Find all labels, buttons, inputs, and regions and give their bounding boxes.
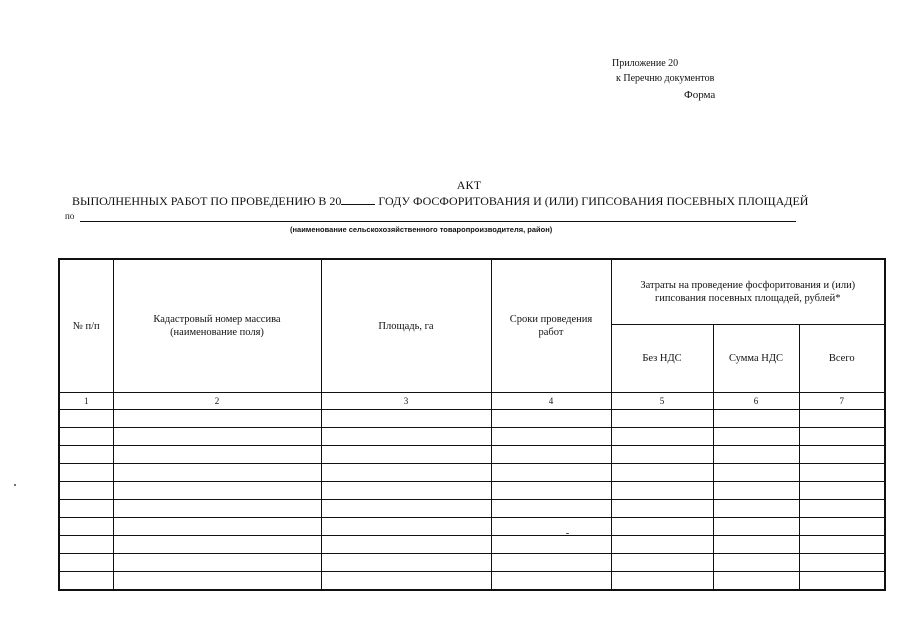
table-cell — [799, 410, 885, 428]
table-cell — [799, 428, 885, 446]
table-cell — [59, 446, 113, 464]
table-cell — [491, 536, 611, 554]
header-row-1 — [59, 259, 885, 325]
table-cell — [611, 446, 713, 464]
table-cell — [611, 428, 713, 446]
form-label: Форма — [684, 89, 716, 101]
table-cell — [59, 518, 113, 536]
table-cell — [59, 554, 113, 572]
header-col-cadastral — [113, 259, 321, 393]
subtitle-suffix: ГОДУ ФОСФОРИТОВАНИЯ И (ИЛИ) ГИПСОВАНИЯ ПОСЕВНЫХ ПЛОЩАДЕЙ — [375, 194, 809, 208]
table-cell — [321, 482, 491, 500]
document-title: АКТ — [456, 178, 482, 192]
table-cell — [713, 428, 799, 446]
header-col-vat: Сумма НДС — [713, 325, 799, 393]
header-costs-line1: Затраты на проведение фосфоритования и (или) — [640, 280, 856, 292]
table-row — [59, 410, 885, 428]
table-cell — [59, 428, 113, 446]
table-cell — [713, 446, 799, 464]
table-cell — [491, 464, 611, 482]
table-cell — [611, 482, 713, 500]
table-cell — [799, 482, 885, 500]
table-cell — [611, 536, 713, 554]
table-cell — [611, 554, 713, 572]
table-cell — [713, 464, 799, 482]
table-cell — [491, 446, 611, 464]
table-cell — [321, 500, 491, 518]
header-col-area: Площадь, га — [321, 259, 491, 393]
table-cell — [321, 536, 491, 554]
table-cell — [713, 500, 799, 518]
by-label: по — [65, 211, 75, 221]
table-cell — [321, 518, 491, 536]
column-number: 7 — [799, 393, 885, 410]
header-col-number: № п/п — [59, 259, 113, 393]
header-costs-group — [611, 259, 885, 325]
table-cell — [611, 464, 713, 482]
table-row — [59, 428, 885, 446]
table-cell — [713, 536, 799, 554]
table-row — [59, 572, 885, 591]
table-cell — [713, 482, 799, 500]
scan-speck — [566, 533, 569, 534]
table-cell — [113, 446, 321, 464]
table-cell — [713, 410, 799, 428]
table-cell — [113, 518, 321, 536]
table-row — [59, 536, 885, 554]
table-cell — [113, 500, 321, 518]
table-cell — [59, 482, 113, 500]
table-cell — [491, 572, 611, 591]
header-costs-line2: гипсования посевных площадей, рублей* — [655, 293, 841, 305]
table-cell — [491, 410, 611, 428]
table-cell — [713, 554, 799, 572]
table-cell — [799, 554, 885, 572]
table-row — [59, 554, 885, 572]
column-number: 2 — [113, 393, 321, 410]
column-number: 6 — [713, 393, 799, 410]
header-cadastral-line2: (наименование поля) — [170, 327, 264, 338]
table-cell — [799, 464, 885, 482]
table-cell — [799, 500, 885, 518]
table-cell — [611, 518, 713, 536]
table-cell — [799, 518, 885, 536]
header-col-dates — [491, 259, 611, 393]
column-number: 3 — [321, 393, 491, 410]
document-subtitle — [72, 193, 808, 209]
producer-name-blank — [80, 221, 796, 222]
table-cell — [59, 572, 113, 591]
table-cell — [113, 428, 321, 446]
header-dates-line1: Сроки проведения — [509, 314, 593, 325]
table-cell — [491, 428, 611, 446]
table-cell — [491, 500, 611, 518]
table-cell — [321, 572, 491, 591]
table-cell — [113, 482, 321, 500]
table-body — [59, 259, 885, 590]
header-dates-line2: работ — [538, 327, 564, 338]
table-cell — [321, 464, 491, 482]
scan-speck — [14, 484, 16, 486]
table-cell — [611, 572, 713, 591]
table-cell — [113, 536, 321, 554]
table-cell — [799, 536, 885, 554]
header-cadastral-line1: Кадастровый номер массива — [153, 314, 281, 325]
table-cell — [321, 446, 491, 464]
year-blank — [341, 193, 375, 205]
table-cell — [321, 410, 491, 428]
table-cell — [59, 500, 113, 518]
table-cell — [321, 554, 491, 572]
appendix-reference: к Перечню документов — [616, 73, 715, 84]
subtitle-prefix: ВЫПОЛНЕННЫХ РАБОТ ПО ПРОВЕДЕНИЮ В 20 — [72, 194, 342, 208]
header-col-total: Всего — [799, 325, 885, 393]
table-cell — [113, 572, 321, 591]
table-cell — [113, 554, 321, 572]
producer-caption: (наименование сельскохозяйственного товаропроизводителя, район) — [290, 225, 553, 234]
table-row — [59, 482, 885, 500]
table-cell — [59, 536, 113, 554]
column-number: 1 — [59, 393, 113, 410]
table-cell — [491, 482, 611, 500]
table-cell — [59, 464, 113, 482]
table-row — [59, 446, 885, 464]
table-row — [59, 500, 885, 518]
table-cell — [611, 410, 713, 428]
table-cell — [113, 464, 321, 482]
table-cell — [799, 572, 885, 591]
table-cell — [113, 410, 321, 428]
table-cell — [491, 518, 611, 536]
appendix-number: Приложение 20 — [612, 58, 679, 69]
table-row — [59, 518, 885, 536]
table-cell — [491, 554, 611, 572]
table-cell — [611, 500, 713, 518]
column-number-row — [59, 393, 885, 410]
table-cell — [59, 410, 113, 428]
table-cell — [713, 518, 799, 536]
header-col-no-vat: Без НДС — [611, 325, 713, 393]
column-number: 4 — [491, 393, 611, 410]
table-cell — [713, 572, 799, 591]
table-cell — [799, 446, 885, 464]
table-cell — [321, 428, 491, 446]
works-table — [58, 258, 886, 591]
column-number: 5 — [611, 393, 713, 410]
table-row — [59, 464, 885, 482]
